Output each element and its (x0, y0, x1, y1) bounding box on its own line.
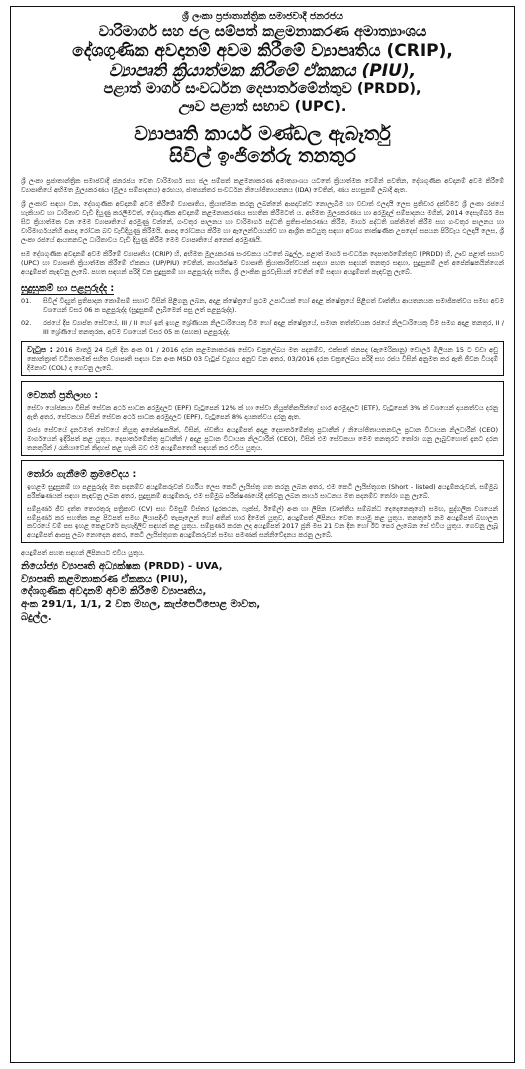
advertisement-frame (10, 6, 515, 1063)
list-item (21, 319, 504, 337)
benefits-paragraph-1: සේවා යෝජකයා විසින් සේවක අර්ථ සාධක අරමුදලට (EPF) වැටුපෙන් 12% ක් හා සේවා නියුක්තිකයින්ගේ භාර අරමුදලට (ETF), වැටුපෙන් 3% ක් වශයෙන් දායකත්වය දරනු ඇති අතර, සේවකයා විසින් සේවක අර්ථ සාධක අරමුදලට (EPF), වැටුපෙන් 8% දායකත්වය දරනු ඇත. (27, 403, 498, 421)
qualifications-list (21, 297, 504, 337)
vacancy-title-line-1: ව්‍යාපෘති කාර්ය මණ්ඩල ඇබෑර්තු (134, 122, 391, 145)
intro-paragraph-3: සම දේශගුණික අවදානම් අවම කිරීමේ ව්‍යාපෘතිය (CRIP) හි, අභිමත මූල්‍යකරණ සංරචකය යටතේ බදුල්ල, පළාත් මාර්ග සංවර්ධන දෙපාර්තමේන්තුව (PRDD) හි, ඌව පළාත් සභාව (UPC) හා ව්‍යාපෘති ක්‍රියාත්මක කිරීමේ ඒකකය (UP/PIU) වෙතින්, කාර්යක්ෂම ව්‍යාපෘති ක්‍රියාකාරිත්වයක් සඳහා පහත සඳහන් තනතුර සඳහා, සුදුසුකම් ලත් අපේක්ෂකයින්ගෙන් අයදුම්පත් කැඳවනු ලැබේ. පහත සඳහන් පරිදි වන සුදුසුකම් හා පළපුරුද්ද සහිත, ශ්‍රී ලාංකික පුරවැසියන් වෙතින් මේ සඳහා අයදුම්පත් කැඳවනු ලැබේ. (21, 250, 504, 276)
qualifications-heading-text: සුදුසුකම් හා පළපුරුද්ද : (21, 282, 115, 294)
intro-paragraph-2: ශ්‍රී ලංකාව සඳහා වන, දේශගුණික අවදානම් අවම කිරීමේ ව්‍යාපෘතිය, ක්‍රියාත්මක කරනු ලබන්නේ ආපදාවන්ට නොලැබීම හා වඩාත් ඵලදායී ලෙස ප්‍රතිචාර දක්වීමට ශ්‍රී ලංකා රජයේ හැකියාව හා ධාරිතාව වැඩි දියුණු කරලීමටත්, දේශගුණික අවදානම් කළමනාකරණය සහතික කිරීමටත් ය. අභිමත මූල්‍යකරණය හා අරමුදල් සම්පාදනය මගින්, 2014 දෙසැම්බර් මස සිට ක්‍රියාත්මක වන මෙම ව්‍යාපෘතියේ අරමුණු වන්නේ, ගංවතුර පාලනය හා වාරිමාර්ග පද්ධති ප්‍රතිසංස්කරණය කිරීම, මාර්ග පද්ධති ශක්තිමත් කිරීම සහ ගංවතුර පාලනය හා වාරිමාර්ගයන්හි ආපදා රෝධක බව වැඩිදියුණු කිරීමයි. ආපදා රෝධකය කිරීම හා ඇලෙන්වියයන්ව හා ආශ්‍රිත කටයුතු සඳහා අවශ්‍ය තාක්ෂණික උපදෙස් සපයන පිරිවැය ඵලදායී ලෙස, ශ්‍රී ලංකා රජයේ ආයතනවල ධාරිතාවය වැඩි දියුණු කිරීම මෙම ව්‍යාපෘතියේ අනෙක් අරමුණයි. (21, 200, 504, 245)
council-name: ඌව පළාත් සභාව (UPC). (178, 98, 347, 115)
benefits-heading: වෙනත් ප්‍රතිලාභ : (27, 389, 99, 401)
address-line-3: දේශගුණික අවදානම් අවම කිරීමේ ව්‍යාපෘතිය, (21, 586, 207, 598)
piu-name: ව්‍යාපෘති ක්‍රියාත්මක කිරීමේ ඒකකය (PIU), (108, 61, 417, 82)
vacancy-title-line-2: සිවිල් ඉංජිනේරු තනතුර (169, 145, 356, 168)
republic-name: ශ්‍රී ලංකා ප්‍රජාතාන්ත්‍රික සමාජවාදී ජනරජය (181, 11, 344, 22)
list-item (21, 297, 504, 315)
department-name: පළාත් මාර්ග සංවර්ධන දෙපාර්තමේන්තුව (PRDD), (103, 81, 422, 98)
address-line-2: ව්‍යාපෘති කළමනාකරණ ඒකකය (PIU), (21, 573, 188, 585)
project-name: දේශගුණික අවදානම් අවම කිරීමේ ව්‍යාපෘතිය (CRIP), (72, 41, 453, 62)
selection-paragraph-2: සම්පූර්ණ ජීව දත්ත තොරතුරු පත්‍රිකාව (CV) සහ විමසුම් විස්තර (දුරකථන, ෆැක්ස්, ඊමේල්) අංක හා ලිපින (වෘත්තීය සම්බන්ධ දෙදෙනෙකුගේ) සමඟ, පුද්ගලික වශයෙන් සම්පූර්ණ කර සහතික කළ පිටපත් සමඟ ලියාපදිංචි තැපෑලෙන් හෝ අතින් භාර දීමෙන් යුතුව, අයදුම්පත් ලිපිනය වෙත යොමු කළ යුතුය. තනතුරේ නම අයදුම්පත් බහාලන කවරයේ වම් පස ඉහළ කෙළවරේ පැහැදිලිව සඳහන් කළ යුතුය. සම්පූර්ණ කරන ලද අයදුම්පත් 2017 ජූනි මස 21 වන දින හෝ ඊට පෙර ලැබෙන සේ එවිය යුතුය. ගෙවනු ලැබූ අයදුම්පත් ආපසු ලබා නොදෙන අතර, කෙටි ලැයිස්තුගත අයදුම්කරුවන් සමඟ පමණක් සන්නිවේදනය කරනු ලැබේ. (27, 504, 498, 540)
selection-paragraph-1: ඉහළම සුදුසුකම් හා පළපුරුද්ද මත පදනම්ව අයදුම්කරුවන් වර්ගීය ලෙස කෙටි ලැයිස්තු ගත කරනු ලබන අතර, එම කෙටි ලැයිස්තුගත (Short - listed) අයදුම්කරුවන්, සම්මුඛ පරීක්ෂණයක් සඳහා කැඳවනු ලබන අතර, සුදුසුකම් අයදුම්කරු, එම සම්මුඛ පරීක්ෂණයේදී දක්වනු ලබන කාර්ය සාධනය මත පදනම්ව තෝරා ගනු ලැබේ. (27, 482, 498, 500)
address-line-4: අංක 291/1, 1/1, 2 වන මහල, කැප්පෙටිපොළ මාවත, (21, 599, 261, 611)
address-line-5: බදුල්ල. (21, 611, 52, 623)
list-item-text: රජයේ දීප ව්‍යාප්ත සේවයේ, III / II හෝ ඉන් ඉහළ ශ්‍රේණියක නිලධාරියෙකු වීම හෝ අදාළ ක්ෂේත්‍රයේ, සමාන තත්ත්වයක රජයේ නිලධාරියෙකු වීම සමග අදාළ තනතුර, II / III ශ්‍රේණියේ තනතුරක, අවම වශයෙන් වසර 05 ක (පහක) පළපුරුද්ද. (43, 318, 504, 336)
benefits-paragraph-2: රාජ්‍ය සේවයේ දැනටමත් සේවයේ නියුතු අපේක්ෂකයින්, විසින්, ස්වකීය අයදුම්පත් අදාළ දෙපාර්තමේන්තු ප්‍රධානීන් / නියෝජිතායතනවල ප්‍රධාන විධායක නිලධාරීන් (CEO) මාර්ගයෙන් ඉදිරිපත් කළ යුතුය. දෙපාර්තමේන්තු ප්‍රධානීන් / අදාළ ප්‍රධාන විධායක නිලධාරීන් (CEO), විසින් එම සේවකයා මෙම තනතුරට තෝරා ගනු ලැබුවහොත් දැනට දරන තනතුරින් / රැකියාවෙන් නිදහස් කළ හැකි බව එම අයදුම්පතෙහි සඳහන් කර එවිය යුතුය. (27, 425, 498, 452)
address-line-1: නියෝජ්‍ය ව්‍යාපෘති අධ්‍යක්ෂක (PRDD) - UVA, (21, 560, 223, 572)
address-intro: අයදුම්පත් පහත සඳහන් ලිපිනයට එවිය යුතුය. (21, 549, 145, 558)
vacancy-title (21, 123, 504, 169)
list-item-text: සිවිල් විද්‍යුත් ප්‍රතිපාදන කොමිසම් සභාව විසින් පිළිගනු ලබන, අදාළ ක්ෂේත්‍රයේ ප්‍රථම උපාධියක් හෝ අදාළ ක්ෂේත්‍රයේ පිළිගත් වෘත්තීය ආයතනයක සමාජිකත්වය සමඟ අවම වශයෙන් වසර 06 ක පළපුරුද්ද (සුදුසුකම් ලැබීමෙන් පසු ලත් පළපුරුද්ද). (43, 296, 504, 314)
application-address (21, 549, 504, 624)
salary-note-box (21, 341, 504, 376)
intro-paragraph-1: ශ්‍රී ලංකා ප්‍රජාතාන්ත්‍රික සමාජවාදී ජනරජය වෙත වාරිමාර්ග සහ ජල සම්පත් කළමනාකරණ අමාත්‍යාංශය යටතේ ක්‍රියාත්මක වෙමින් පවතින, දේශගුණික අවදානම් අවම කිරීමේ ව්‍යාපෘතියේ අභිමත මූල්‍යකරණය (මූල්‍ය සම්පාදනය) අරභයා, ජාත්‍යන්තර සංවර්ධන නියෝජිතායතනය (IDA) වෙතින්, ණය පහසුකම් ලබාදී ඇත. (21, 177, 504, 195)
ministry-name: වාරිමාර්ග සහ ජල සම්පත් කළමනාකරණ අමාත්‍යාංශය (98, 24, 427, 41)
masthead (21, 11, 504, 116)
qualifications-heading (21, 283, 504, 294)
selection-heading: තෝරා ගැනීමේ ක්‍රමවේදය : (27, 468, 137, 480)
salary-label: වැටුප : (27, 344, 54, 354)
benefits-box (21, 381, 504, 456)
list-item-number: 02. (21, 318, 32, 327)
selection-box (21, 460, 504, 544)
list-item-number: 01. (21, 296, 32, 305)
salary-text: 2016 මාර්තු 24 වැනි දින අංක 01 / 2016 දරන කළමනාකරණ සේවා චක්‍රලේඛය මත පදනම්ව, එක්සත් ජනපද (ඇමෙරිකානු) ඩොලර් මිලියන 15 ට වඩා අඩු කොන්ත්‍රාත් වටිනාකමක් සහිත ව්‍යාපෘති සඳහා වන අංක MSD 03 වැටුප් ව්‍යුහය අනුව වන අතර, 03/2016 දරන චක්‍රලේඛය පරිදි සහ රජය විසින් අනුමත කර ඇති ජීවන වියදම් දීමනාව (COL) ද ගෙවනු ලැබේ. (27, 345, 498, 372)
